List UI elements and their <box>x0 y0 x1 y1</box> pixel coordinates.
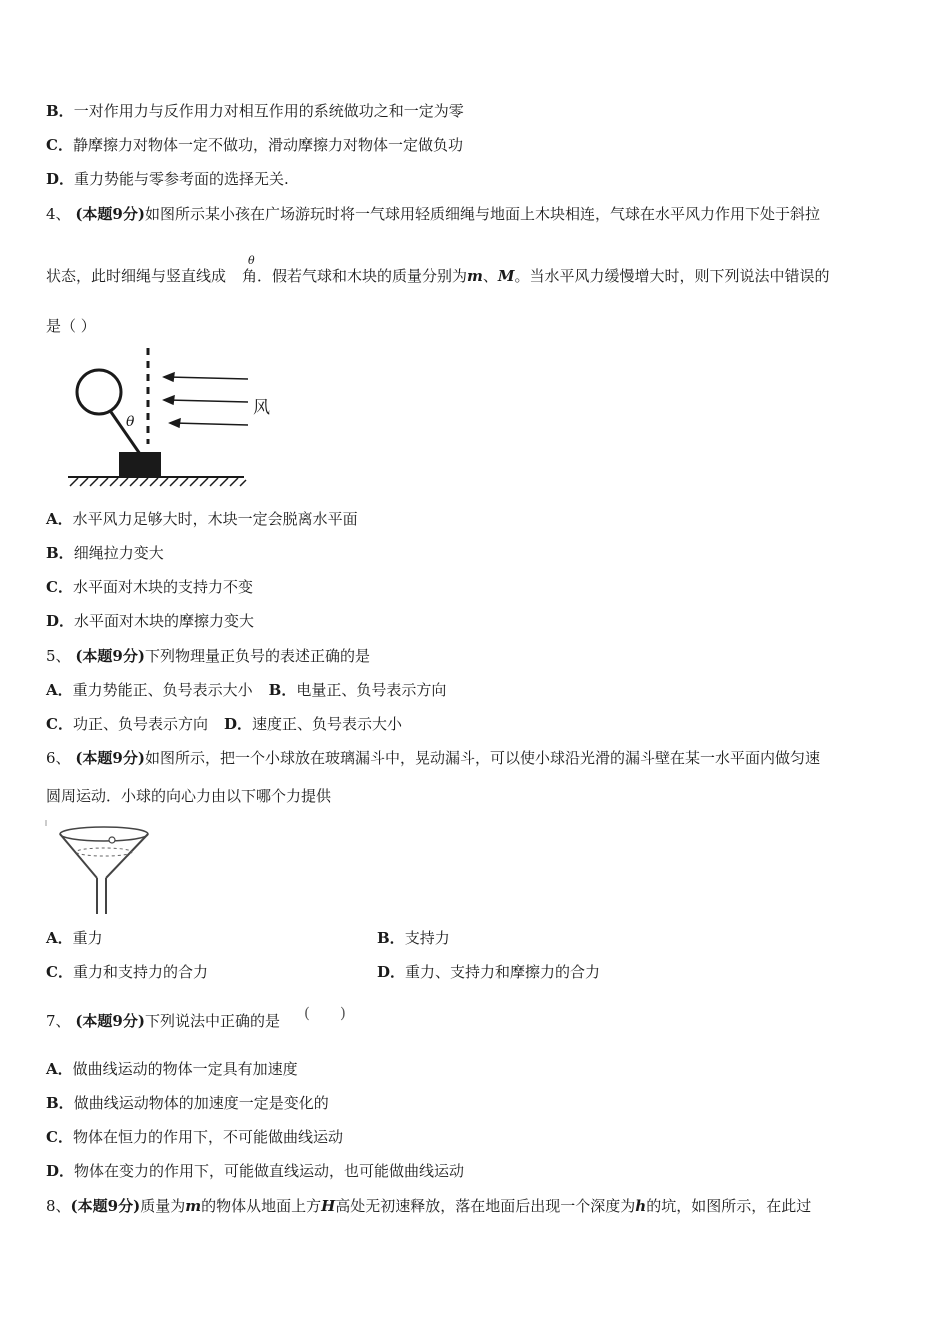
option-letter: C． <box>46 136 73 154</box>
q6-stem-line-2 <box>46 786 331 806</box>
option-letter: B． <box>377 929 405 947</box>
option-text: 支持力 <box>404 929 450 947</box>
q6-option-c <box>46 962 208 982</box>
q3-option-c <box>46 135 463 155</box>
option-text: 物体在变力的作用下，可能做直线运动，也可能做曲线运动 <box>74 1162 465 1180</box>
q4-option-b <box>46 543 164 563</box>
question-text: 的坑，如图所示，在此过 <box>646 1197 812 1215</box>
option-letter: D． <box>223 715 252 733</box>
small-ball <box>109 837 115 843</box>
q5-options-row-1 <box>46 680 446 700</box>
wood-block <box>119 452 161 476</box>
q4-stem-line-2 <box>46 266 830 286</box>
q6-option-b <box>377 928 450 948</box>
option-text: 重力 <box>72 929 103 947</box>
q5-options-row-2 <box>46 714 402 734</box>
depth-h: h <box>635 1197 647 1215</box>
q4-stem-line-3 <box>46 316 96 336</box>
option-letter: C． <box>46 963 73 981</box>
option-text: 水平面对木块的支持力不变 <box>72 578 253 596</box>
separator: 、 <box>482 267 498 285</box>
option-text: 一对作用力与反作用力对相互作用的系统做功之和一定为零 <box>73 102 464 120</box>
option-text: 速度正、负号表示大小 <box>251 715 402 733</box>
question-score: (本题9分) <box>70 1197 141 1215</box>
option-letter: B． <box>46 102 74 120</box>
option-letter: A． <box>46 1060 73 1078</box>
option-letter: D． <box>377 963 406 981</box>
option-text: 物体在恒力的作用下，不可能做曲线运动 <box>72 1128 343 1146</box>
option-text: 水平面对木块的摩擦力变大 <box>74 612 255 630</box>
option-text: 做曲线运动物体的加速度一定是变化的 <box>73 1094 329 1112</box>
question-text: 状态，此时细绳与竖直线成 <box>46 267 227 285</box>
option-text: 重力和支持力的合力 <box>72 963 208 981</box>
option-letter: C． <box>46 578 73 596</box>
option-text: 细绳拉力变大 <box>73 544 164 562</box>
option-letter: B． <box>268 681 297 699</box>
option-text: 重力势能正、负号表示大小 <box>72 681 253 699</box>
height-H: H <box>321 1197 336 1215</box>
option-letter: C． <box>46 1128 73 1146</box>
question-text: 是（ ） <box>46 317 96 335</box>
balloon-circle <box>77 370 121 414</box>
option-letter: D． <box>46 170 75 188</box>
q5-stem <box>46 646 370 666</box>
theta-superscript: θ <box>248 254 255 267</box>
question-text: 下列说法中正确的是 <box>144 1012 280 1030</box>
question-text: 圆周运动．小球的向心力由以下哪个力提供 <box>46 787 332 805</box>
wind-arrows <box>164 373 248 427</box>
question-text: 如图所示，把一个小球放在玻璃漏斗中，晃动漏斗，可以使小球沿光滑的漏斗壁在某一水平面内做匀速 <box>144 749 820 767</box>
question-text: 。当水平风力缓慢增大时，则下列说法中错误的 <box>514 267 830 285</box>
question-text: 下列物理量正负号的表述正确的是 <box>144 647 370 665</box>
wind-label: 风 <box>253 398 270 418</box>
option-text: 重力势能与零参考面的选择无关. <box>74 170 289 188</box>
option-text: 静摩擦力对物体一定不做功，滑动摩擦力对物体一定做负功 <box>72 136 463 154</box>
question-score: (本题9分) <box>75 749 145 767</box>
funnel-figure <box>44 816 164 916</box>
q6-stem-line-1 <box>46 748 820 768</box>
question-text: 如图所示某小孩在广场游玩时将一气球用轻质细绳与地面上木块相连，气球在水平风力作用下处于斜拉 <box>144 205 820 223</box>
q4-option-d <box>46 611 254 631</box>
q3-option-d <box>46 169 289 189</box>
question-number: 7、 <box>46 1012 71 1030</box>
question-score: (本题9分) <box>75 1012 145 1030</box>
q7-option-d <box>46 1161 464 1181</box>
option-letter: C． <box>46 715 73 733</box>
q7-option-c <box>46 1127 343 1147</box>
q4-option-c <box>46 577 253 597</box>
q8-stem-line-1 <box>46 1196 811 1216</box>
answer-paren-open: ( <box>304 1004 310 1022</box>
q7-stem <box>46 1011 280 1031</box>
question-text: 高处无初速释放，落在地面后出现一个深度为 <box>335 1197 636 1215</box>
question-number: 5、 <box>46 647 71 665</box>
mass-m: m <box>467 267 483 285</box>
mass-m: m <box>185 1197 202 1215</box>
question-text: 的物体从地面上方 <box>201 1197 322 1215</box>
option-letter: A． <box>46 510 73 528</box>
q7-option-a <box>46 1059 298 1079</box>
option-text: 电量正、负号表示方向 <box>296 681 447 699</box>
funnel-rim <box>60 827 148 841</box>
question-text: 角．假若气球和木块的质量分别为 <box>242 267 468 285</box>
option-letter: A． <box>46 681 73 699</box>
option-text: 水平风力足够大时，木块一定会脱离水平面 <box>72 510 358 528</box>
question-score: (本题9分) <box>75 647 145 665</box>
option-text: 重力、支持力和摩擦力的合力 <box>405 963 601 981</box>
orbit-path <box>76 848 132 856</box>
theta-label: θ <box>126 414 135 430</box>
question-text: 质量为 <box>140 1197 186 1215</box>
option-letter: A． <box>46 929 73 947</box>
question-number: 8、 <box>46 1197 71 1215</box>
q4-option-a <box>46 509 358 529</box>
answer-paren-close: ) <box>340 1004 346 1022</box>
q6-option-d <box>377 962 600 982</box>
question-score: (本题9分) <box>75 205 145 223</box>
option-letter: D． <box>46 612 75 630</box>
q4-stem-line-1 <box>46 204 820 224</box>
option-letter: D． <box>46 1162 75 1180</box>
option-text: 功正、负号表示方向 <box>72 715 208 733</box>
q3-option-b <box>46 101 464 121</box>
balloon-wind-figure <box>64 346 248 488</box>
option-text: 做曲线运动的物体一定具有加速度 <box>72 1060 298 1078</box>
ground-hatching <box>70 478 246 486</box>
option-letter: B． <box>46 544 74 562</box>
question-number: 4、 <box>46 205 71 223</box>
q6-option-a <box>46 928 103 948</box>
option-letter: B． <box>46 1094 74 1112</box>
question-number: 6、 <box>46 749 71 767</box>
q7-option-b <box>46 1093 329 1113</box>
mass-M: M <box>497 267 515 285</box>
